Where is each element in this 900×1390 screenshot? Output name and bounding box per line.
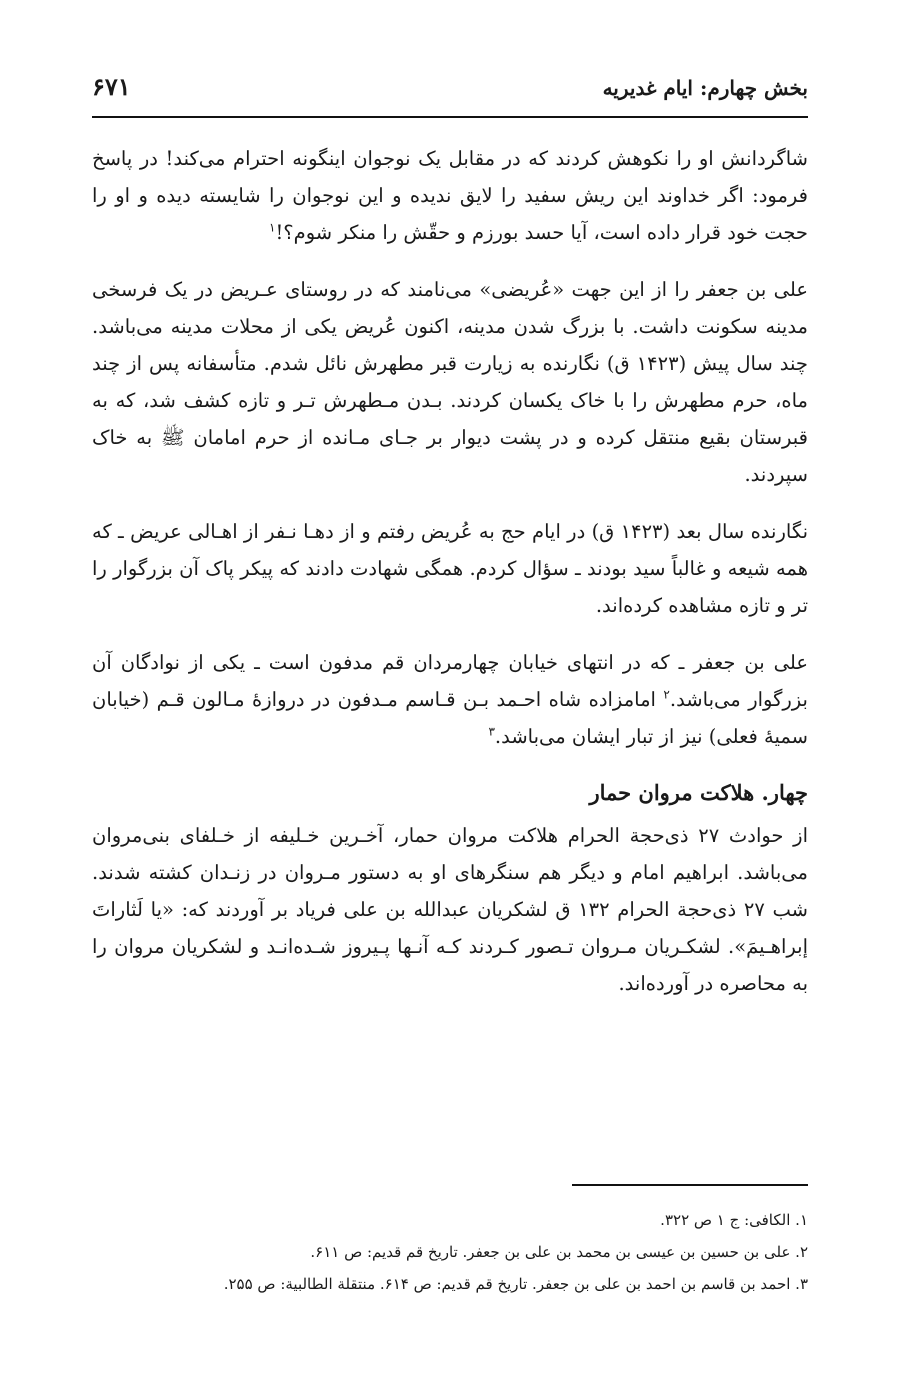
section-heading: چهار. هلاکت مروان حمار bbox=[589, 780, 808, 805]
paragraph: علی بن جعفر ـ که در انتهای خیابان چهارمردان قم مدفون است ـ یکی از نوادگان آن بزرگوار می‌باشد.$^۲$ امامزاده شاه احـمد بـن قـاسم مـدفون در دروازهٔ مـالون قـم (خیابان سمیهٔ فعلی) نیز از تبار ایشان می‌باشد.$^۳$ bbox=[92, 651, 808, 748]
footnote-marker[interactable]: ۱ bbox=[269, 220, 276, 235]
footnote: ۲. علی بن حسین بن عیسی بن محمد بن علی بن جعفر. تاریخ قم قدیم: ص ۶۱۱. bbox=[310, 1243, 808, 1261]
page-number: ۶۷۱ bbox=[92, 72, 131, 101]
footnote: ۱. الکافی: ج ۱ ص ۳۲۲. bbox=[660, 1211, 808, 1229]
paragraph: از حوادث ۲۷ ذی‌حجة الحرام هلاکت مروان حمار، آخـرین خـلیفه از خـلفای بنی‌مروان می‌باشد. ابراهیم امام و دیگر هم سنگرهای او به دستور مـروان در زنـدان کشته شدند. شب ۲۷ ذی‌حجة الحرام ۱۳۲ ق لشکریان عبدالله بن علی فریاد بر آوردند که: «یا لَثاراتَ إبراهـیمَ». لشکـریان مـروان تـصور کـردند کـه آنـها پـیروز شـده‌انـد و لشکریان مروان را به محاصره در آورده‌اند. bbox=[92, 824, 809, 995]
footnote-marker[interactable]: ۳ bbox=[488, 724, 495, 739]
footnote-divider bbox=[572, 1184, 808, 1186]
footnotes bbox=[92, 1204, 808, 1300]
main-text bbox=[92, 140, 808, 1022]
footnote: ۳. احمد بن قاسم بن احمد بن علی بن جعفر. تاریخ قم قدیم: ص ۶۱۴. منتقلة الطالبیة: ص ۲۵۵. bbox=[223, 1275, 808, 1293]
footnote-marker[interactable]: ۲ bbox=[663, 687, 670, 702]
running-header bbox=[92, 72, 808, 118]
paragraph: نگارنده سال بعد (۱۴۲۳ ق) در ایام حج به عُریض رفتم و از دهـا نـفر از اهـالی عریض ـ که همه شیعه و غالباً سید بودند ـ سؤال کردم. همگی شهادت دادند که پیکر پاک آن بزرگوار را تر و تازه مشاهده کرده‌اند. bbox=[92, 520, 809, 617]
paragraph: علی بن جعفر را از این جهت «عُریضی» می‌نامند که در روستای عـریض در یک فرسخی مدینه سکونت داشت. با بزرگ شدن مدینه، اکنون عُریض یکی از محلات مدینه می‌باشد. چند سال پیش (۱۴۲۳ ق) نگارنده به زیارت قبر مطهرش نائل شدم. متأسفانه پس از چند ماه، حرم مطهرش را با خاک یکسان کردند. بـدن مـطهرش تـر و تازه کشف شد، که به قبرستان بقیع منتقل کرده و در پشت دیوار بر جـای مـانده از حرم امامان ﷺ به خاک سپردند. bbox=[92, 278, 808, 486]
paragraph: شاگردانش او را نکوهش کردند که در مقابل یک نوجوان اینگونه احترام می‌کند! در پاسخ فرمود: اگر خداوند این ریش سفید را لایق ندیده و این نوجوان را شایسته دیده و او را حجت خود قرار داده است، آیا حسد بورزم و حقّش را منکر شوم؟!$^۱$ bbox=[92, 147, 808, 244]
section-running-title: بخش چهارم: ایام غدیریه bbox=[602, 76, 808, 100]
